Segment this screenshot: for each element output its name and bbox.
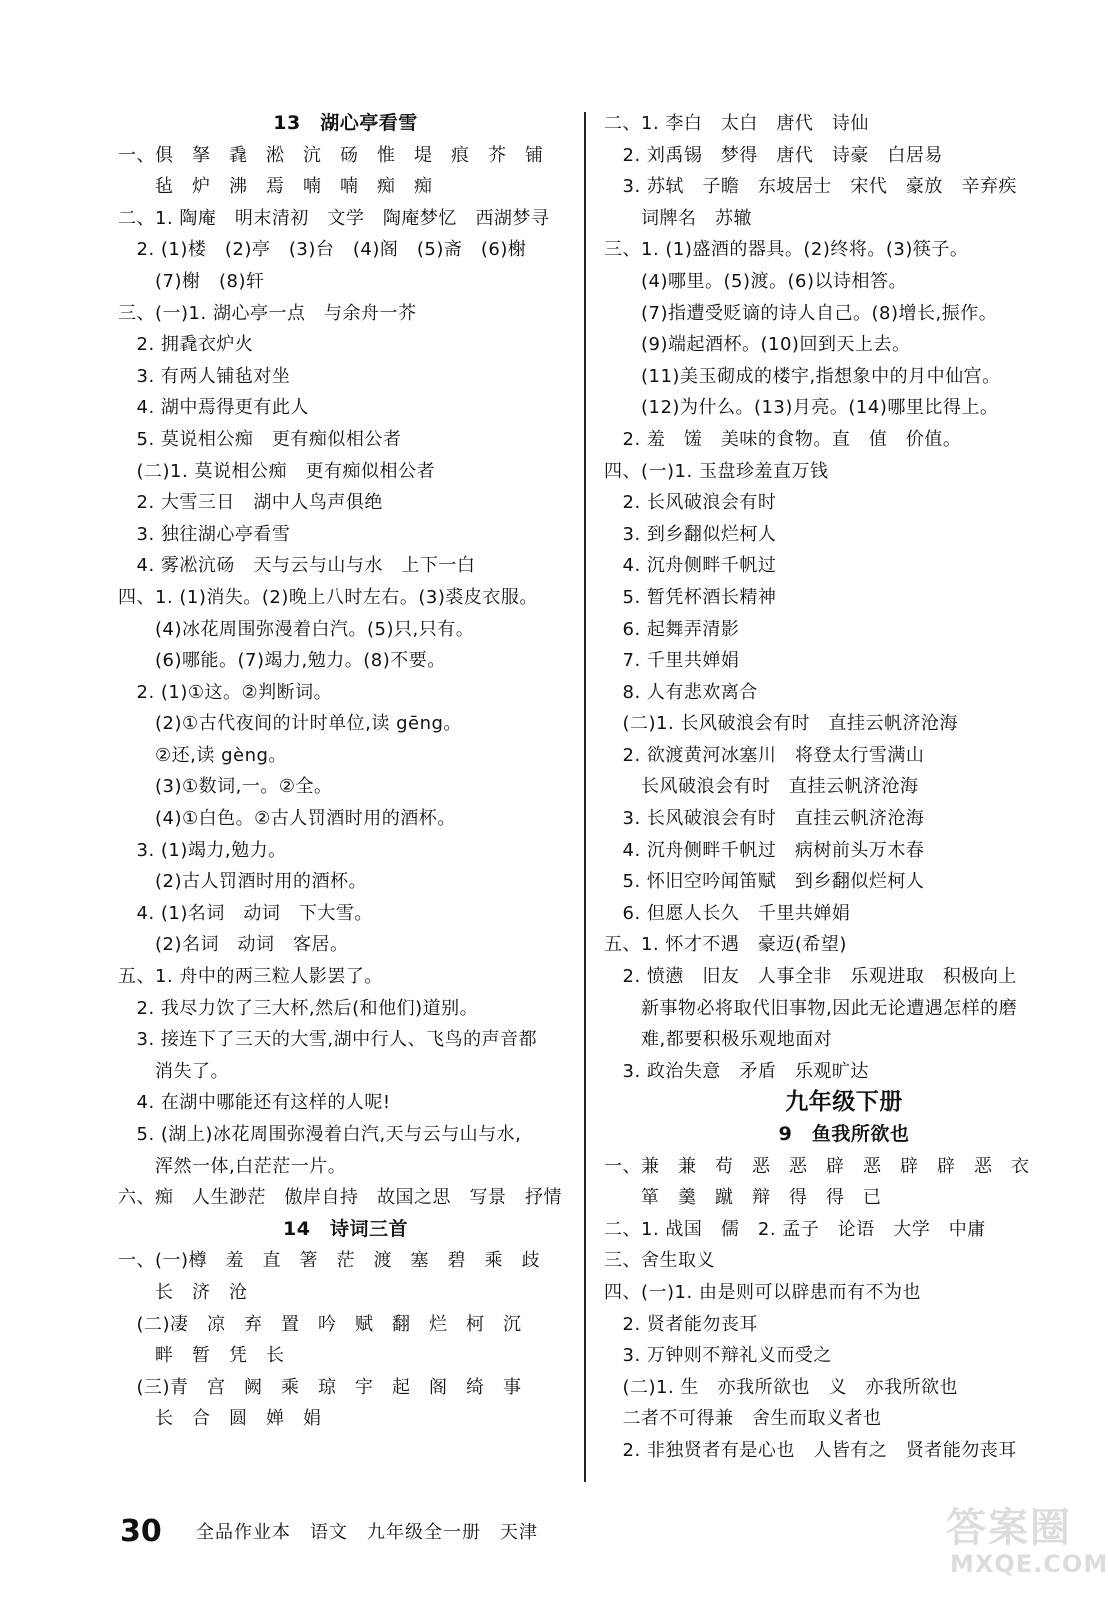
answer-line: 3. 独往湖心亭看雪 [118, 523, 291, 545]
answer-line: 三、(一)1. 湖心亭一点 与余舟一芥 [118, 302, 417, 324]
left-column [118, 108, 573, 1435]
answer-line: (二)1. 生 亦我所欲也 义 亦我所欲也 [604, 1376, 958, 1398]
section-title: 9 鱼我所欲也 [778, 1123, 910, 1145]
answer-line: 四、(一)1. 由是则可以辟患而有不为也 [604, 1281, 921, 1303]
answer-line: 三、1. (1)盛酒的器具。(2)终将。(3)筷子。 [604, 239, 969, 261]
answer-line: 二者不可得兼 舍生而取义者也 [604, 1408, 882, 1430]
answer-line: 4. 在湖中哪能还有这样的人呢! [118, 1092, 391, 1114]
watermark-logo [936, 1488, 1108, 1588]
answer-line: 7. 千里共婵娟 [604, 650, 740, 672]
answer-line: 新事物必将取代旧事物,因此无论遭遇怎样的磨 [604, 997, 1018, 1019]
section-title: 13 湖心亭看雪 [273, 112, 418, 134]
answer-line: 5. 暂凭杯酒长精神 [604, 586, 777, 608]
answer-line: 3. (1)竭力,勉力。 [118, 839, 287, 861]
footer-book-info: 全品作业本 语文 九年级全一册 天津 [196, 1522, 538, 1543]
answer-line: 一、俱 拏 毳 淞 沆 砀 惟 堤 痕 芥 铺 [118, 144, 544, 166]
answer-line: 2. (1)①这。②判断词。 [118, 681, 333, 703]
answer-line: 8. 人有悲欢离合 [604, 681, 758, 703]
answer-line: (4)哪里。(5)渡。(6)以诗相答。 [604, 270, 907, 292]
answer-line: 3. 万钟则不辩礼义而受之 [604, 1345, 832, 1367]
answer-line: (3)①数词,一。②全。 [118, 776, 333, 798]
answer-line: 五、1. 舟中的两三粒人影罢了。 [118, 966, 383, 988]
answer-line: 二、1. 陶庵 明末清初 文学 陶庵梦忆 西湖梦寻 [118, 207, 550, 229]
answer-line: 4. 沉舟侧畔千帆过 病树前头万木春 [604, 839, 925, 861]
answer-line: (二)1. 长风破浪会有时 直挂云帆济沧海 [604, 713, 958, 735]
answer-line: 三、舍生取义 [604, 1250, 715, 1272]
answer-line: 4. 湖中焉得更有此人 [118, 397, 309, 419]
answer-line: 箪 羹 蹴 辩 得 得 已 [604, 1187, 882, 1209]
answer-line: 四、1. (1)消失。(2)晚上八时左右。(3)裘皮衣服。 [118, 586, 538, 608]
answer-line: 一、(一)樽 羞 直 箸 茫 渡 塞 碧 乘 歧 [118, 1250, 541, 1272]
watermark-title: 答案圈 [946, 1505, 1072, 1551]
answer-line: 二、1. 李白 太白 唐代 诗仙 [604, 113, 869, 134]
answer-line: 五、1. 怀才不遇 豪迈(希望) [604, 934, 847, 956]
answer-line: 2. 我尽力饮了三大杯,然后(和他们)道别。 [118, 997, 479, 1019]
answer-line: 2. 刘禹锡 梦得 唐代 诗豪 白居易 [604, 144, 943, 166]
answer-line: 六、痴 人生渺茫 傲岸自持 故国之思 写景 抒情 [118, 1187, 562, 1209]
answer-line: (二)1. 莫说相公痴 更有痴似相公者 [118, 460, 435, 482]
answer-line: (12)为什么。(13)月亮。(14)哪里比得上。 [604, 397, 999, 419]
answer-line: 2. 非独贤者有是心也 人皆有之 贤者能勿丧耳 [604, 1439, 1017, 1461]
answer-line: 3. 政治失意 矛盾 乐观旷达 [604, 1060, 869, 1082]
answer-line: 2. (1)楼 (2)亭 (3)台 (4)阁 (5)斋 (6)榭 [118, 239, 527, 261]
answer-line: (4)冰花周围弥漫着白汽。(5)只,只有。 [118, 618, 475, 640]
answer-line: (二)凄 凉 弃 置 吟 赋 翻 烂 柯 沉 [118, 1313, 522, 1335]
answer-line: (2)①古代夜间的计时单位,读 gēng。 [118, 713, 462, 735]
answer-line: 3. 有两人铺毡对坐 [118, 365, 291, 387]
answer-line: ②还,读 gèng。 [118, 744, 287, 766]
answer-line: 畔 暂 凭 长 [118, 1345, 285, 1367]
answer-line: 3. 长风破浪会有时 直挂云帆济沧海 [604, 808, 925, 830]
answer-line: 5. 莫说相公痴 更有痴似相公者 [118, 428, 402, 450]
watermark-url: MXQE.COM [950, 1550, 1108, 1578]
section-title: 14 诗词三首 [283, 1217, 408, 1240]
answer-line: 2. 欲渡黄河冰塞川 将登太行雪满山 [604, 744, 925, 766]
answer-line: (4)①白色。②古人罚酒时用的酒杯。 [118, 808, 456, 830]
right-column [604, 108, 1084, 1467]
answer-line: 2. 愤懑 旧友 人事全非 乐观进取 积极向上 [604, 966, 1017, 988]
answer-line: 5. (湖上)冰花周围弥漫着白汽,天与云与山与水, [118, 1124, 522, 1145]
answer-line: 一、兼 兼 苟 恶 恶 辟 恶 辟 辟 恶 衣 [604, 1155, 1030, 1177]
column-divider [584, 112, 586, 1482]
answer-line: (11)美玉砌成的楼宇,指想象中的月中仙宫。 [604, 365, 1001, 387]
answer-line: 3. 到乡翻似烂柯人 [604, 523, 777, 545]
answer-line: (2)名词 动词 客居。 [118, 934, 349, 956]
answer-line: 长 合 圆 婵 娟 [118, 1408, 322, 1430]
answer-line: 长 济 沧 [118, 1281, 248, 1303]
answer-line: (三)青 宫 阙 乘 琼 宇 起 阁 绮 事 [118, 1376, 522, 1398]
answer-line: 难,都要积极乐观地面对 [604, 1029, 833, 1051]
answer-line: 二、1. 战国 儒 2. 孟子 论语 大学 中庸 [604, 1218, 986, 1240]
page-number: 30 [120, 1514, 162, 1549]
answer-line: 4. (1)名词 动词 下大雪。 [118, 902, 373, 924]
answer-line: 4. 沉舟侧畔千帆过 [604, 555, 777, 577]
answer-line: (9)端起酒杯。(10)回到天上去。 [604, 334, 911, 356]
answer-line: 词牌名 苏辙 [604, 207, 752, 229]
answer-line: 5. 怀旧空吟闻笛赋 到乡翻似烂柯人 [604, 871, 925, 893]
answer-line: 2. 大雪三日 湖中人鸟声俱绝 [118, 492, 383, 514]
answer-line: 消失了。 [118, 1060, 229, 1082]
answer-line: (6)哪能。(7)竭力,勉力。(8)不要。 [118, 650, 446, 672]
answer-line: 浑然一体,白茫茫一片。 [118, 1155, 347, 1177]
answer-line: (7)指遭受贬谪的诗人自己。(8)增长,振作。 [604, 302, 998, 324]
answer-line: 长风破浪会有时 直挂云帆济沧海 [604, 776, 919, 798]
answer-line: 3. 接连下了三天的大雪,湖中行人、飞鸟的声音都 [118, 1029, 538, 1051]
volume-heading: 九年级下册 [785, 1089, 903, 1116]
answer-line: (2)古人罚酒时用的酒杯。 [118, 871, 367, 893]
answer-line: 四、(一)1. 玉盘珍羞直万钱 [604, 460, 829, 482]
answer-line: 4. 雾凇沆砀 天与云与山与水 上下一白 [118, 555, 476, 577]
answer-line: 2. 贤者能勿丧耳 [604, 1313, 758, 1335]
answer-line: 2. 羞 馐 美味的食物。直 值 价值。 [604, 428, 962, 450]
answer-line: 2. 长风破浪会有时 [604, 492, 777, 514]
answer-line: (7)榭 (8)轩 [118, 270, 265, 292]
answer-line: 6. 起舞弄清影 [604, 618, 740, 640]
answer-line: 2. 拥毳衣炉火 [118, 334, 254, 356]
answer-line: 毡 炉 沸 焉 喃 喃 痴 痴 [118, 176, 433, 198]
answer-line: 3. 苏轼 子瞻 东坡居士 宋代 豪放 辛弃疾 [604, 176, 1017, 198]
answer-line: 6. 但愿人长久 千里共婵娟 [604, 902, 851, 924]
